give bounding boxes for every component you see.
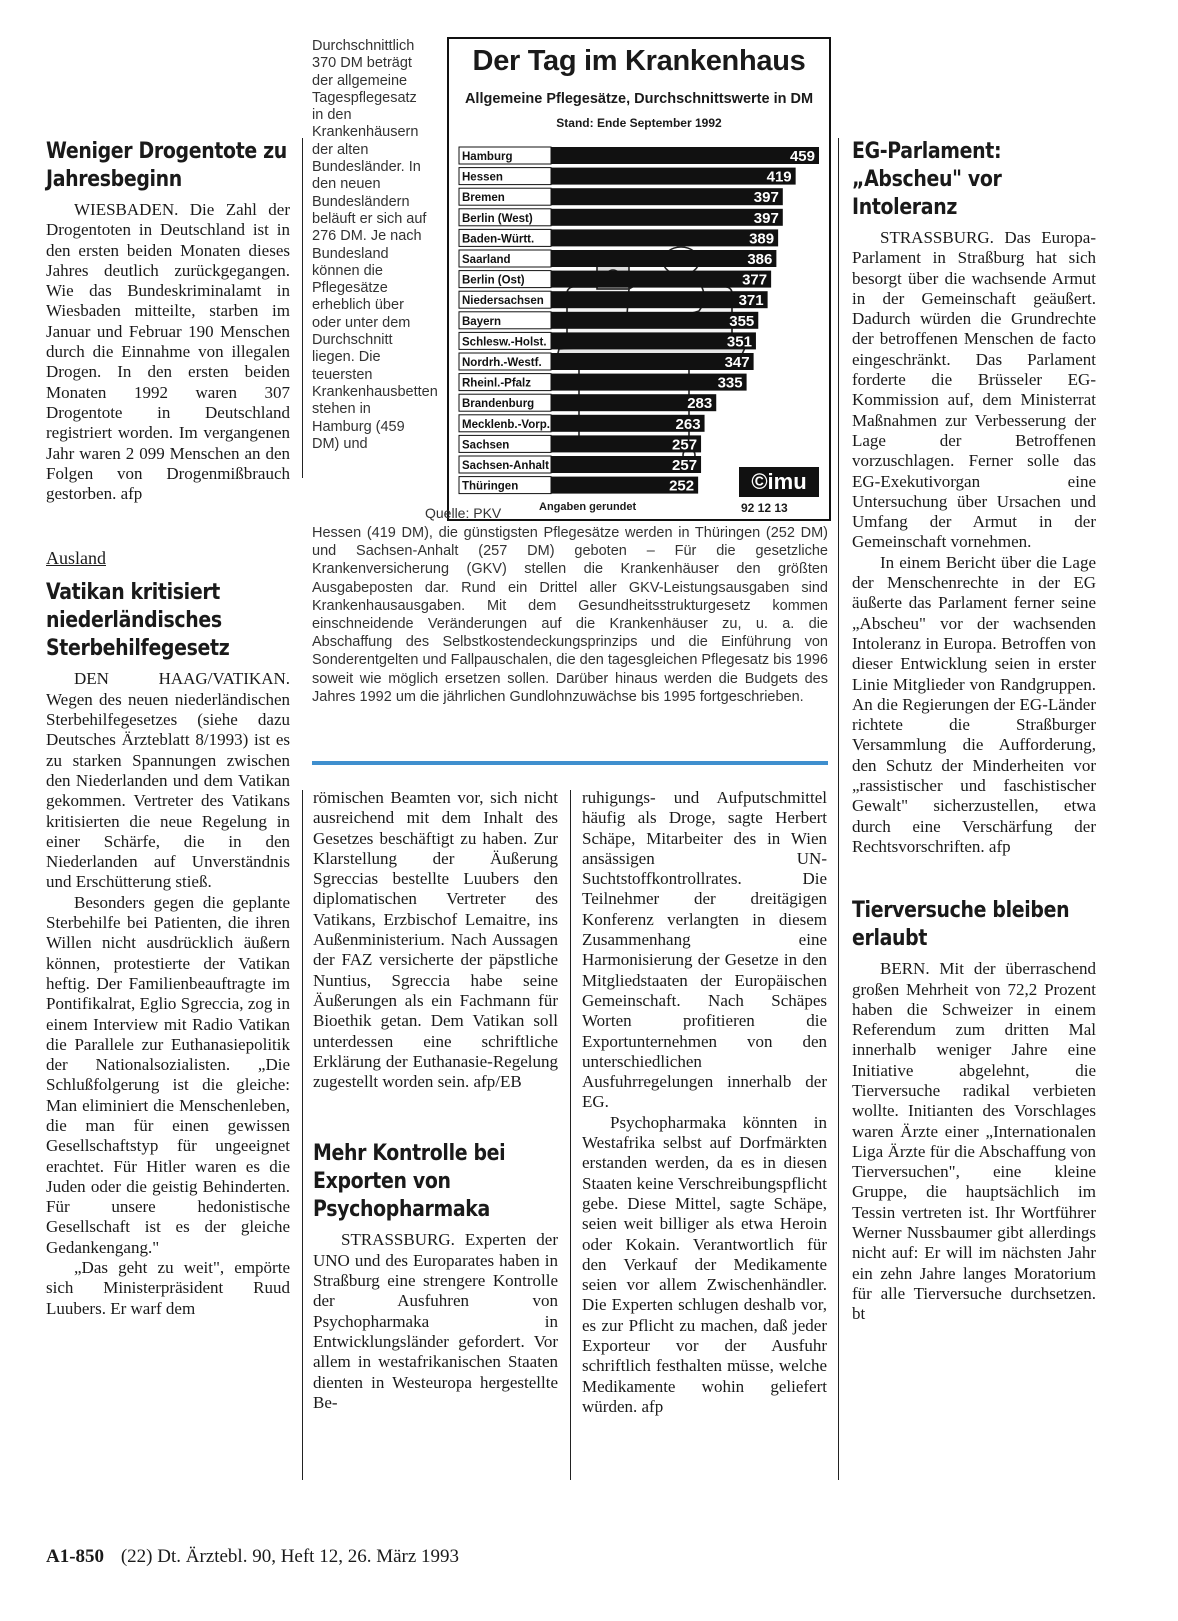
- citation: (22) Dt. Ärztebl. 90, Heft 12, 26. März 1993: [120, 1546, 460, 1567]
- bar-value-label: 257: [672, 457, 698, 474]
- article-paragraph: In einem Bericht über die Lage der Menschenrechte in der EG äußerte das Parlament ferner seine „Abscheu" vor der wachsenden Intoleranz in Europa. Betroffen von dieser Entwicklung seien in erster Linie Mitglieder von Randgruppen. An die Regierungen der EG-Länder richtete die Straßburger Versammlung die Aufforderung, den Schutz der Minderheiten vor „rassistischer und faschistischer Gewalt" sicherzustellen, etwa durch eine Verschärfung der Rechtsvorschriften. afp: [852, 552, 1096, 856]
- page-footer: [46, 1546, 459, 1568]
- middle-column: [313, 788, 558, 1413]
- category-label: Hessen: [462, 171, 503, 184]
- bar: [551, 168, 796, 185]
- article-paragraph: Psychopharmaka könnten in Westafrika selbst auf Dorfmärkten erstanden werden, da es in diesen Staaten keine Verschreibungspflicht gebe. Diese Mittel, sagte Schäpe, seien weit billiger als etwa Heroin oder Kokain. Verantwortlich für den Verkauf der Medikamente seien vor allem Zwischenhändler. Die Experten schlugen deshalb vor, es zur Pflicht zu machen, daß jeder Exporteur vor der Ausfuhr schriftlich festhalten müsse, welche Medikamente wohin geliefert würden. afp: [582, 1112, 827, 1416]
- bar-value-label: 419: [766, 168, 792, 186]
- bar: [551, 229, 778, 246]
- bar-value-label: 347: [724, 354, 750, 371]
- chart-source: Quelle: PKV: [425, 505, 502, 521]
- category-label: Mecklenb.-Vorp.: [462, 418, 550, 431]
- bar-value-label: 397: [753, 209, 779, 227]
- bar-value-label: 257: [672, 436, 698, 454]
- chart-title: Der Tag im Krankenhaus: [472, 45, 806, 77]
- left-column: [46, 138, 290, 1319]
- category-label: Berlin (Ost): [462, 274, 525, 287]
- category-label: Bremen: [462, 192, 505, 205]
- blue-separator: [312, 761, 828, 765]
- bar: [551, 312, 758, 329]
- bar-value-label: 252: [669, 477, 695, 495]
- chart-code: 92 12 13: [741, 501, 788, 515]
- category-label: Sachsen-Anhalt: [462, 460, 549, 472]
- article-body-psychopharmaka-continued: [582, 788, 827, 1417]
- category-label: Berlin (West): [462, 212, 533, 225]
- article-paragraph: römischen Beamten vor, sich nicht ausreichend mit dem Inhalt des Gesetzes beschäftigt zu haben. Zur Klarstellung der Äußerung Sgreccias bestellte Luubers den diplomatischen Vertreter des Vatikans, Erzbischof Lemaitre, ins Außenministerium. Nach Aussagen der FAZ versicherte der päpstliche Nuntius, Sgreccia habe seine Äußerungen als ein Fachmann für Bioethik getan. Dem Vatikan soll unterdessen eine schriftliche Erklärung der Euthanasie-Regelung zugestellt worden sein. afp/EB: [313, 788, 558, 1092]
- article-body-tierversuche: [852, 959, 1096, 1324]
- category-label: Schlesw.-Holst.: [462, 336, 547, 349]
- column-divider: [570, 790, 571, 1480]
- article-headline-eg-parlament: EG-Parlament: „Abscheu" vor Intoleranz: [852, 139, 1002, 220]
- bar-value-label: 355: [729, 312, 755, 330]
- bar-value-label: 386: [747, 251, 773, 268]
- bar-value-label: 263: [675, 415, 701, 433]
- article-paragraph: BERN. Mit der überraschend großen Mehrheit von 72,2 Prozent haben die Schweizer in einem Referendum zum dritten Mal innerhalb weniger Jahre eine Initiative abgelehnt, die Tierversuche radikal verbieten wollte. Initianten des Vorschlages waren Ärzte einer „Internationalen Liga Ärzte für die Abschaffung von Tierversuchen", eine kleine Gruppe, die hauptsächlich im Tessin vertreten ist. Ihr Wortführer Werner Nussbaumer gibt allerdings nicht auf: Er will im nächsten Jahr ein zehn Jahre langes Moratorium für alle Tierversuche durchsetzen. bt: [852, 959, 1096, 1324]
- bar-value-label: 459: [789, 148, 815, 165]
- bar: [551, 147, 819, 164]
- article-paragraph: STRASSBURG. Das Europa-Parlament in Straßburg hat sich besorgt über die wachsende Armut in der Gemeinschaft geäußert. Dadurch würden die Grundrechte der betroffenen Menschen de facto eingeschränkt. Das Parlament forderte die Brüsseler EG-Kommission auf, dem Ministerrat Maßnahmen zur Verbesserung der Lage der Betroffenen vorzuschlagen. Ferner solle das EG-Exekutivorgan eine Untersuchung über Ursachen und Umfang der Armut in der Gemeinschaft vornehmen.: [852, 228, 1096, 552]
- column-divider: [838, 138, 839, 1480]
- bar-value-label: 371: [738, 292, 764, 310]
- bar: [551, 291, 768, 308]
- chart-caption-narrow: Durchschnittlich 370 DM beträgt der allgemeine Tagespflegesatz in den Krankenhäusern der alten Bundesländer. In den neuen Bundesländern beläuft er sich auf 276 DM. Je nach Bundesland können die Pflegesätze erheblich über oder unter dem Durchschnitt liegen. Die teuersten Krankenhausbetten stehen in Hamburg (459 DM) und: [312, 38, 438, 452]
- article-headline-vatikan: Vatikan kritisiert niederländisches Sterbehilfegesetz: [46, 580, 230, 662]
- article-body-drogentote: [46, 200, 290, 504]
- bar: [551, 188, 783, 205]
- section-label-ausland: Ausland: [46, 548, 106, 569]
- middle-right-column: [582, 788, 827, 1417]
- bar: [551, 209, 783, 226]
- bar-value-label: 283: [687, 395, 713, 413]
- category-label: Nordrh.-Westf.: [462, 357, 542, 369]
- bar: [551, 332, 756, 349]
- right-column: [852, 138, 1096, 1325]
- chart-subtitle: Allgemeine Pflegesätze, Durchschnittswerte in DM: [464, 91, 814, 107]
- bar: [551, 271, 771, 288]
- article-paragraph: „Das geht zu weit", empörte sich Ministerpräsident Ruud Luubers. Er warf dem: [46, 1258, 290, 1318]
- bar: [551, 353, 754, 370]
- article-body-eg-parlament: [852, 228, 1096, 857]
- chart-rounding-note: Angaben gerundet: [539, 501, 637, 513]
- bar: [551, 250, 776, 267]
- chart-caption-wide: Hessen (419 DM), die günstigsten Pflegesätze werden in Thüringen (252 DM) und Sachsen-Anhalt (257 DM) geboten – Für die gesetzliche Krankenversicherung (GKV) stellen die Krankenhäuser den größten Ausgabeposten dar. Rund ein Drittel aller GKV-Leistungsausgaben sind Krankenhausausgaben. Mit dem Gesundheitsstrukturgesetz kommen einschneidende Veränderungen auf die Krankenhäuser zu, u. a. die Abschaffung des Selbstkostendeckungsprinzips und die Einführung von Sonderentgelten und Fallpauschalen, die den tagesgleichen Pflegesatz bis 1996 soweit wie möglich ersetzen sollen. Darüber hinaus werden die Budgets des Jahres 1992 um die jährlichen Gundlohnzuwächse bis 1995 fortgeschrieben.: [312, 525, 828, 705]
- bar-value-label: 377: [742, 271, 768, 289]
- article-paragraph: STRASSBURG. Experten der UNO und des Europarates haben in Straßburg eine strengere Kontrolle der Ausfuhren von Psychopharmaka in Entwicklungsländer gefordert. Vor allem in westafrikanischen Staaten dienten in Westeuropa hergestellte Be-: [313, 1230, 558, 1412]
- chart-plot: [449, 39, 829, 519]
- article-headline-psychopharmaka: Mehr Kontrolle bei Exporten von Psychopharmaka: [313, 1141, 506, 1223]
- page-code: A1-850: [46, 1546, 105, 1567]
- article-headline-drogentote: Weniger Drogentote zu Jahresbeginn: [46, 139, 287, 192]
- article-paragraph: Besonders gegen die geplante Sterbehilfe bei Patienten, die ihren Willen nicht ausdrücklich äußern können, protestierte der Vatikan heftig. Der Familienbeauftragte im Pontifikalrat, Eglio Sgreccia, zog in einem Interview mit Radio Vatikan die Parallele zur Euthanasiepolitik der Nationalsozialisten. „Die Schlußfolgerung ist die gleiche: Man eliminiert die Menschenleben, die man für einen gewissen Gesellschaftstyp für ungeeignet erachtet. Für Hitler waren es die Juden oder die geistig Behinderten. Für unsere hedonistische Gesellschaft ist es der gleiche Gedankengang.": [46, 892, 290, 1257]
- chart-date-note: Stand: Ende September 1992: [556, 116, 722, 130]
- article-paragraph: ruhigungs- und Aufputschmittel häufig als Droge, sagte Herbert Schäpe, Mitarbeiter des in Wien ansässigen UN-Suchtstoffkontrollrates. Die Teilnehmer der dreitägigen Konferenz verlangten in diesem Zusammenhang eine Harmonisierung der Gesetze in den Mitgliedstaaten der Europäischen Gemeinschaft. Nach Schäpes Worten profitieren die Exportunternehmen von den unterschiedlichen Ausfuhrregelungen innerhalb der EG.: [582, 788, 827, 1112]
- category-label: Hamburg: [462, 151, 513, 163]
- category-label: Brandenburg: [462, 398, 535, 411]
- bar-value-label: 397: [753, 189, 779, 207]
- imu-logo: ©imu: [739, 467, 819, 497]
- category-label: Thüringen: [462, 480, 519, 493]
- category-label: Bayern: [462, 315, 501, 328]
- category-label: Saarland: [462, 254, 511, 266]
- article-body-vatikan-continued: [313, 788, 558, 1092]
- bar-value-label: 389: [749, 230, 775, 248]
- category-label: Rheinl.-Pfalz: [462, 377, 532, 390]
- article-paragraph: DEN HAAG/VATIKAN. Wegen des neuen niederländischen Sterbehilfegesetzes (siehe dazu Deutsches Ärzteblatt 8/1993) ist es zu starken Spannungen zwischen den Niederlanden und dem Vatikan gekommen. Vertreter des Vatikans kritisierten die neue Regelung in einer Schärfe, die in den Niederlanden auf Unverständnis und Erschütterung stieß.: [46, 669, 290, 892]
- article-paragraph: WIESBADEN. Die Zahl der Drogentoten in Deutschland ist in den ersten beiden Monaten dieses Jahres deutlich zurückgegangen. Wie das Bundeskriminalamt in Wiesbaden mitteilte, starben im Januar und Februar 190 Menschen durch die Einnahme von illegalen Drogen. In den ersten beiden Monaten 1992 waren 307 Drogentote in Deutschland registriert worden. Im vergangenen Jahr waren 2 099 Menschen an den Folgen von Drogenmißbrauch gestorben. afp: [46, 200, 290, 504]
- article-headline-tierversuche: Tierversuche bleiben erlaubt: [852, 898, 1070, 952]
- category-label: Sachsen: [462, 439, 510, 452]
- column-divider: [302, 138, 303, 478]
- bar-value-label: 335: [717, 374, 743, 392]
- article-body-psychopharmaka: [313, 1230, 558, 1413]
- bar-chart-krankenhaus: [447, 37, 831, 521]
- column-divider: [302, 790, 303, 1480]
- category-label: Niedersachsen: [462, 295, 544, 308]
- article-body-vatikan: [46, 669, 290, 1319]
- bar-value-label: 351: [726, 333, 752, 351]
- category-label: Baden-Württ.: [462, 233, 535, 246]
